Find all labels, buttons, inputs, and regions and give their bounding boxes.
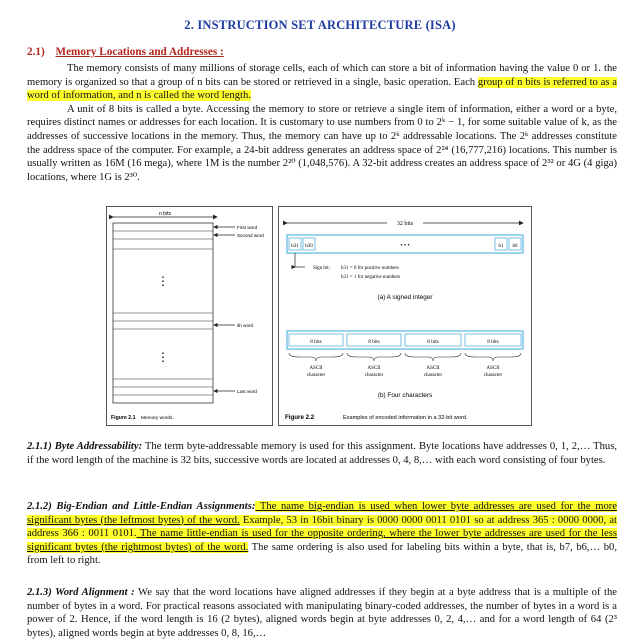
byte-4-label: 8 bits [487,339,499,345]
highlight-little-endian: The name little-endian is used for the opposite ordering, where the lower byte addresses are used for the less significant bytes (the rightmost bytes) of the word. [27,528,617,553]
ascii-3: ASCII [426,366,440,371]
ellipsis-top: ⋮ [157,274,169,288]
character-3: character [423,373,443,378]
subsection-title-endian: 2.1.2) Big-Endian and Little-Endian Assignments: [27,501,256,512]
section-title: Memory Locations and Addresses : [55,46,224,58]
figure-2-1-caption: Memory words. [141,416,174,421]
paragraph-text: The memory consists of many millions of storage cells, each of which can store a bit of information having the value 0 or 1. the memory is organized so that a group of n bits can be stored or retrieved in a single, basic operation. Each [27,63,617,88]
ellipsis-bottom: ⋮ [157,350,169,364]
label-second-word: Second word [237,233,264,238]
nbits-label: n bits [159,211,171,217]
figure-2-2 [278,206,532,426]
highlight-example: Example, 53 in 16bit binary is 0000 0000 0011 0101 so at address 365 : 0000 0000, at address 366 : 0011 0101. [27,514,617,540]
section-2-1-heading [27,46,224,58]
figure-2-1-label: Figure 2.1 [111,415,136,421]
sign-negative: b31 = 1 for negative numbers [341,275,401,280]
section-2-1-2 [27,500,617,568]
character-1: character [306,373,326,378]
section-2-1-3 [27,586,617,640]
memory-paragraphs [27,62,617,184]
figure-2-2-caption: Examples of encoded information in a 32-bit word. [343,415,468,421]
byte-2-label: 8 bits [368,339,380,345]
sign-positive: b31 = 0 for positive numbers [341,266,399,271]
figure-2-1 [106,206,273,426]
subsection-title-word-alignment: 2.1.3) Word Alignment : [27,587,135,598]
chapter-heading: 2. INSTRUCTION SET ARCHITECTURE (ISA) [184,18,456,32]
character-2: character [364,373,384,378]
bit-b0: b0 [512,244,518,249]
section-2-1-1 [27,440,617,467]
character-4: character [483,373,503,378]
ascii-4: ASCII [486,366,500,371]
word-width-label: 32 bits [396,221,414,227]
subsection-text: We say that the word locations have aligned addresses if they begin at a byte address that is a multiple of the number of bytes in a word. For practical reasons associated with manipulating binary-coded addresses, the number of bytes in a word is a power of 2. Hence, if the word length is 16 (2 bytes), aligned words begin at byte addresses 0, 2, 4,… and for a word length of 64 (2³ bytes), aligned words begin at byte addresses 0, 8, 16,… [27,587,617,639]
figure-2-2-label: Figure 2.2 [285,414,315,421]
caption-a: (a) A signed integer [377,294,433,301]
ascii-1: ASCII [309,366,323,371]
highlight-word-definition: group of n bits is referred to as a word of information, and n is called the word length. [27,76,617,102]
bit-b31: b31 [291,244,299,249]
paragraph-byte: A unit of 8 bits is called a byte. Accessing the memory to store or retrieve a single item of information, either a word or a byte, requires distinct names or addresses for each location. It is customary to use numbers from 0 to 2ᵏ − 1, for some suitable value of k, as the addresses of successive locations in the memory. Thus, the memory can have up to 2ᵏ addressable locations. The 2ᵏ addresses constitute the address space of the computer. For example, a 24-bit address generates an address space of 2²⁴ (16,777,216) locations. This number is usually written as 16M (16 mega), where 1M is the number 2²⁰ (1,048,576). A 32-bit address creates an address space of 2³² or 4G (4 giga) locations, where 1G is 2³⁰. [27,103,617,183]
subsection-text: The same ordering is also used for labeling bits within a byte, that is, b7, b6,… b0, from left to right. [27,541,617,567]
byte-3-label: 8 bits [427,339,439,345]
sign-bit-label: Sign bit: [313,266,331,271]
encoded-information-diagram [279,207,531,425]
bit-b1: b1 [498,244,504,249]
subsection-text: The term byte-addressable memory is used for this assignment. Byte locations have addresses 0, 1, 2,… Thus, if the word length of the machine is 32 bits, successive words are located at addresses 0, 4, 8,… with each word consisting of four bytes. [27,441,617,466]
subsection-title-byte-addressability: 2.1.1) Byte Addressability: [27,441,143,452]
byte-1-label: 8 bits [310,339,322,345]
paragraph-memory [27,62,617,103]
bit-b30: b30 [305,244,313,249]
section-number: 2.1) [27,46,45,58]
bits-ellipsis: • • • [400,243,410,249]
caption-b: (b) Four characters [377,392,433,399]
label-ith-word: ith word [237,323,254,328]
ascii-2: ASCII [367,366,381,371]
label-first-word: First word [237,225,258,230]
label-last-word: Last word [237,389,257,394]
highlight-big-endian: The name big-endian is used when lower byte addresses are used for the more significant bytes (the leftmost bytes) of the word. [27,501,617,526]
memory-words-diagram [107,207,272,425]
